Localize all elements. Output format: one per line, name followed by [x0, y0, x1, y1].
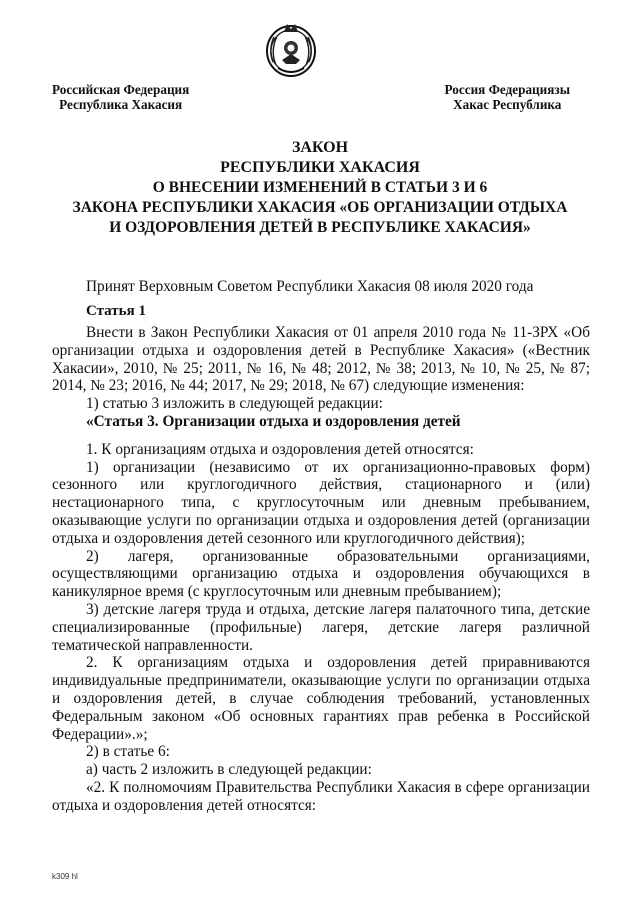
paragraph: 1. К организациям отдыха и оздоровления детей относятся: — [86, 440, 474, 458]
paragraph: 2) в статье 6: — [86, 743, 170, 761]
paragraph: 1) организации (независимо от их организационно-правовых форм) сезонного или круглогодичного действия, стационарного и (или) нестационарного типа, с круглосуточным или дневным пребыванием, оказывающие услуги по организации отдыха и оздоровления детей (организации отдыха и оздоровления детей сезонного или круглогодичного действия); — [52, 458, 590, 547]
document-code: k309 hl — [52, 872, 78, 881]
paragraph: 2) лагеря, организованные образовательными организациями, осуществляющими организацию отдыха и оздоровления обучающихся в каникулярное время (с круглосуточным или дневным пребыванием); — [52, 547, 590, 601]
paragraph: «2. К полномочиям Правительства Республики Хакасия в сфере организации отдыха и оздоровления детей относятся: — [52, 778, 590, 814]
paragraph: 3) детские лагеря труда и отдыха, детские лагеря палаточного типа, детские специализированные (профильные) лагеря, детские лагеря различной тематической направленности. — [52, 600, 590, 654]
article-3-heading: «Статья 3. Организации отдыха и оздоровления детей — [86, 412, 461, 430]
paragraph: 2. К организациям отдыха и оздоровления детей приравниваются индивидуальные предприниматели, оказывающие услуги по организации отдыха и оздоровления детей, в случае соблюдения требований, установленных Федеральным законом «Об основных гарантиях прав ребенка в Российской Федерации».»; — [52, 654, 590, 743]
adoption-note: Принят Верховным Советом Республики Хакасия 08 июля 2020 года — [86, 278, 534, 295]
country-name-ru: Российская Федерация — [52, 82, 190, 97]
paragraph: 1) статью 3 изложить в следующей редакции: — [86, 395, 383, 413]
header-right — [445, 82, 570, 112]
republic-name-kjh: Хакас Республика — [453, 97, 562, 112]
law-type-heading: ЗАКОН РЕСПУБЛИКИ ХАКАСИЯ — [220, 139, 420, 176]
header-left — [52, 82, 189, 112]
paragraph: Внести в Закон Республики Хакасия от 01 апреля 2010 года № 11-ЗРХ «Об организации отдыха и оздоровления детей в Республике Хакасия» («Вестник Хакасии», 2010, № 25; 2011, № 16, № 48; 2012, № 38; 2013, № 10, № 25, № 87; 2014, № 23; 2016, № 44; 2017, № 29; 2018, № 67) следующие изменения: — [52, 324, 590, 395]
law-title: О ВНЕСЕНИИ ИЗМЕНЕНИЙ В СТАТЬИ 3 И 6 ЗАКОНА РЕСПУБЛИКИ ХАКАСИЯ «ОБ ОРГАНИЗАЦИИ ОТДЫХА И ОЗДОРОВЛЕНИЯ ДЕТЕЙ В РЕСПУБЛИКЕ ХАКАСИЯ» — [72, 179, 568, 236]
law-body — [52, 324, 590, 815]
country-name-kjh: Россия Федерациязы — [444, 82, 570, 97]
paragraph: а) часть 2 изложить в следующей редакции: — [86, 761, 372, 779]
khakassia-coat-of-arms-icon — [264, 18, 318, 80]
republic-name-ru: Республика Хакасия — [59, 97, 183, 112]
article-heading: Статья 1 — [86, 303, 146, 319]
